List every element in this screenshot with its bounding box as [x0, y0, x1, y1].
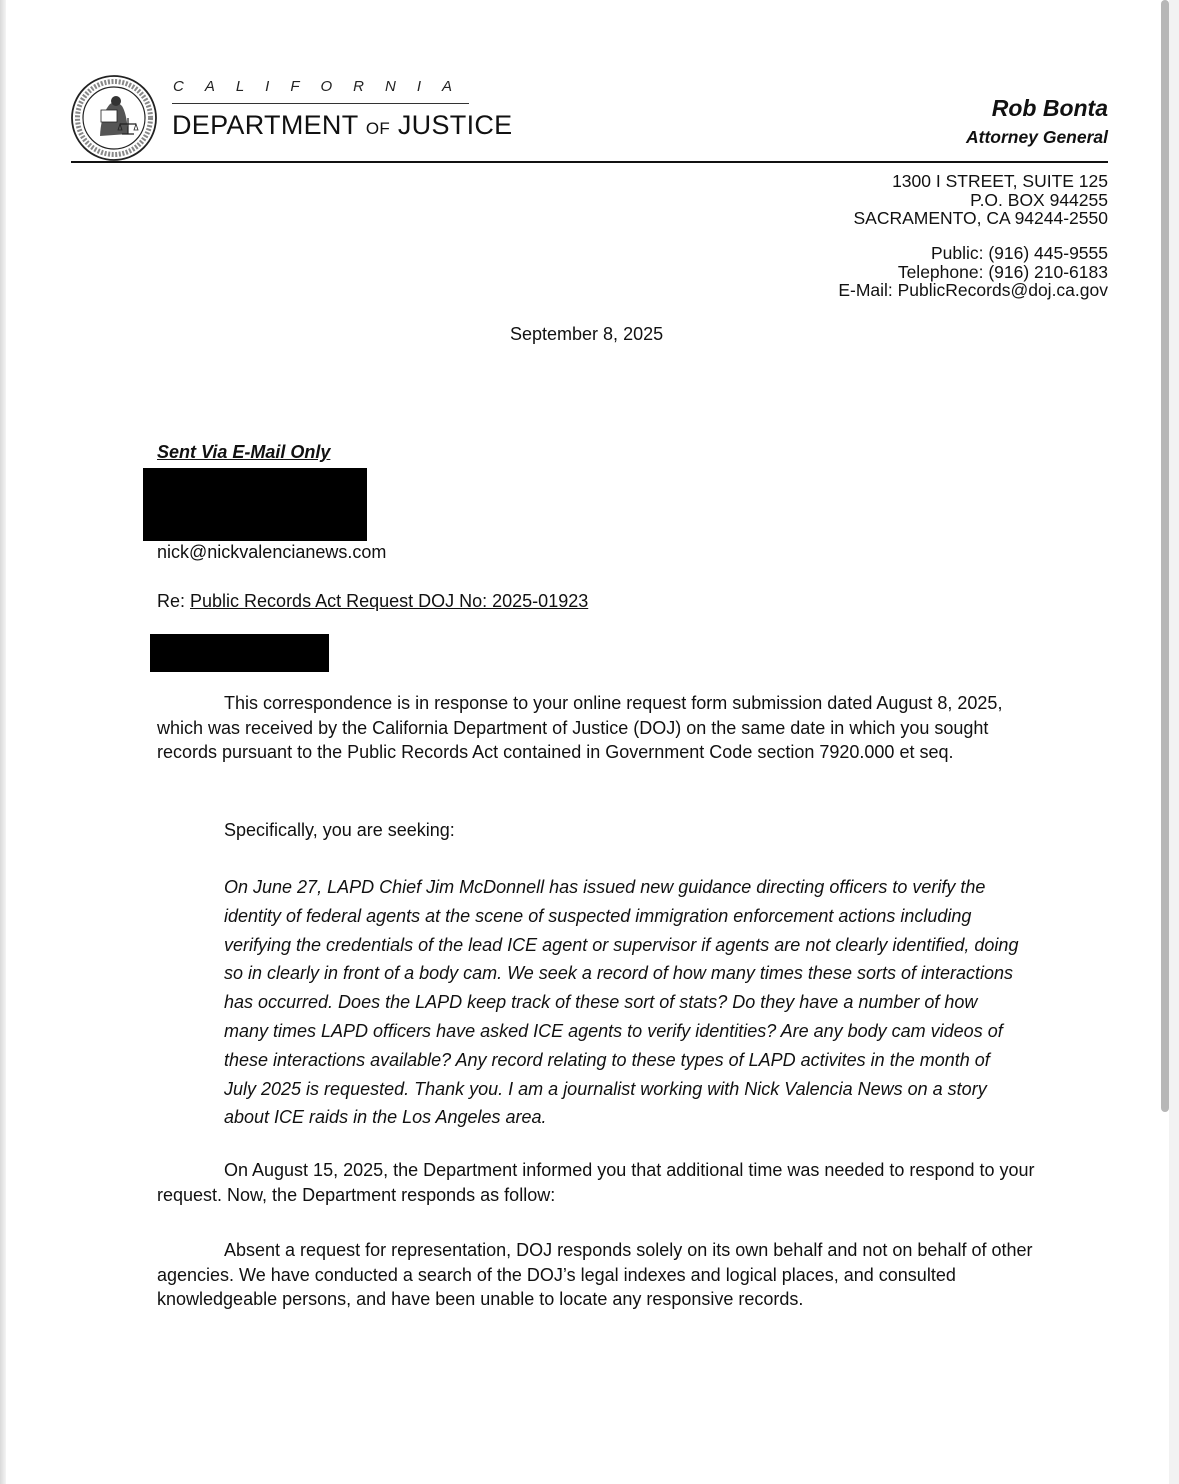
body-paragraph: [157, 1238, 1037, 1312]
attorney-general-name: Rob Bonta: [991, 95, 1108, 121]
contact-email: E-Mail: PublicRecords@doj.ca.gov: [838, 280, 1108, 300]
delivery-note: Sent Via E-Mail Only: [157, 442, 331, 462]
department-of: OF: [365, 119, 391, 138]
letterhead-divider: [71, 161, 1108, 163]
body-paragraph: Specifically, you are seeking:: [224, 820, 455, 840]
letter-date: September 8, 2025: [510, 324, 664, 344]
redaction-block: [150, 634, 329, 672]
department-name: [172, 110, 512, 141]
body-paragraph: [157, 691, 1037, 765]
page-left-edge: [0, 0, 6, 1484]
re-prefix: Re:: [157, 591, 191, 611]
re-subject: Public Records Act Request DOJ No: 2025-01923: [190, 591, 589, 611]
mailing-address: [853, 172, 1108, 228]
request-quote: On June 27, LAPD Chief Jim McDonnell has issued new guidance directing officers to verify the identity of federal agents at the scene of suspected immigration enforcement actions including verifying the credentials of the lead ICE agent or supervisor if agents are not clearly identified, doing so in clearly in front of a body cam. We seek a record of how many times these sorts of interactions has occurred. Does the LAPD keep track of these sort of stats? Do they have a number of how many times LAPD officers have asked ICE agents to verify identities? Are any body cam videos of these interactions available? Any record relating to these types of LAPD activites in the month of July 2025 is requested. Thank you. I am a journalist working with Nick Valencia News on a story about ICE raids in the Los Angeles area.: [224, 877, 1019, 1128]
page-right-edge: [1169, 0, 1179, 1484]
address-line: P.O. BOX 944255: [970, 189, 1108, 210]
body-paragraph: [157, 1158, 1037, 1207]
letterhead-thin-rule: [172, 103, 469, 104]
public-phone: Public: (916) 445-9555: [930, 243, 1108, 263]
paragraph-text: Absent a request for representation, DOJ responds solely on its own behalf and not on behalf of other agencies. We have conducted a search of the DOJ’s legal indexes and logical places, and consulted knowledgeable persons, and have been unable to locate any responsive records.: [157, 1240, 1033, 1309]
address-line: 1300 I STREET, SUITE 125: [892, 171, 1108, 191]
state-name: CALIFORNIA: [173, 78, 474, 95]
department-main: DEPARTMENT: [172, 110, 359, 140]
contact-info: [838, 244, 1108, 300]
vertical-scrollbar[interactable]: [1161, 0, 1169, 1112]
address-line: SACRAMENTO, CA 94244-2550: [853, 208, 1108, 228]
doj-seal-icon: [70, 74, 158, 162]
recipient-email: nick@nickvalencianews.com: [157, 542, 387, 562]
telephone: Telephone: (916) 210-6183: [897, 261, 1108, 282]
paragraph-text: On August 15, 2025, the Department informed you that additional time was needed to respond to your request. Now, the Department responds as follow:: [157, 1160, 1035, 1205]
department-end: JUSTICE: [397, 110, 513, 140]
attorney-general-title: Attorney General: [966, 127, 1108, 147]
redaction-block: [143, 468, 367, 541]
subject-line: [157, 591, 588, 612]
paragraph-text: This correspondence is in response to your online request form submission dated August 8, 2025, which was received by the California Department of Justice (DOJ) on the same date in which you sought records pursuant to the Public Records Act contained in Government Code section 7920.000 et seq.: [157, 693, 1003, 762]
